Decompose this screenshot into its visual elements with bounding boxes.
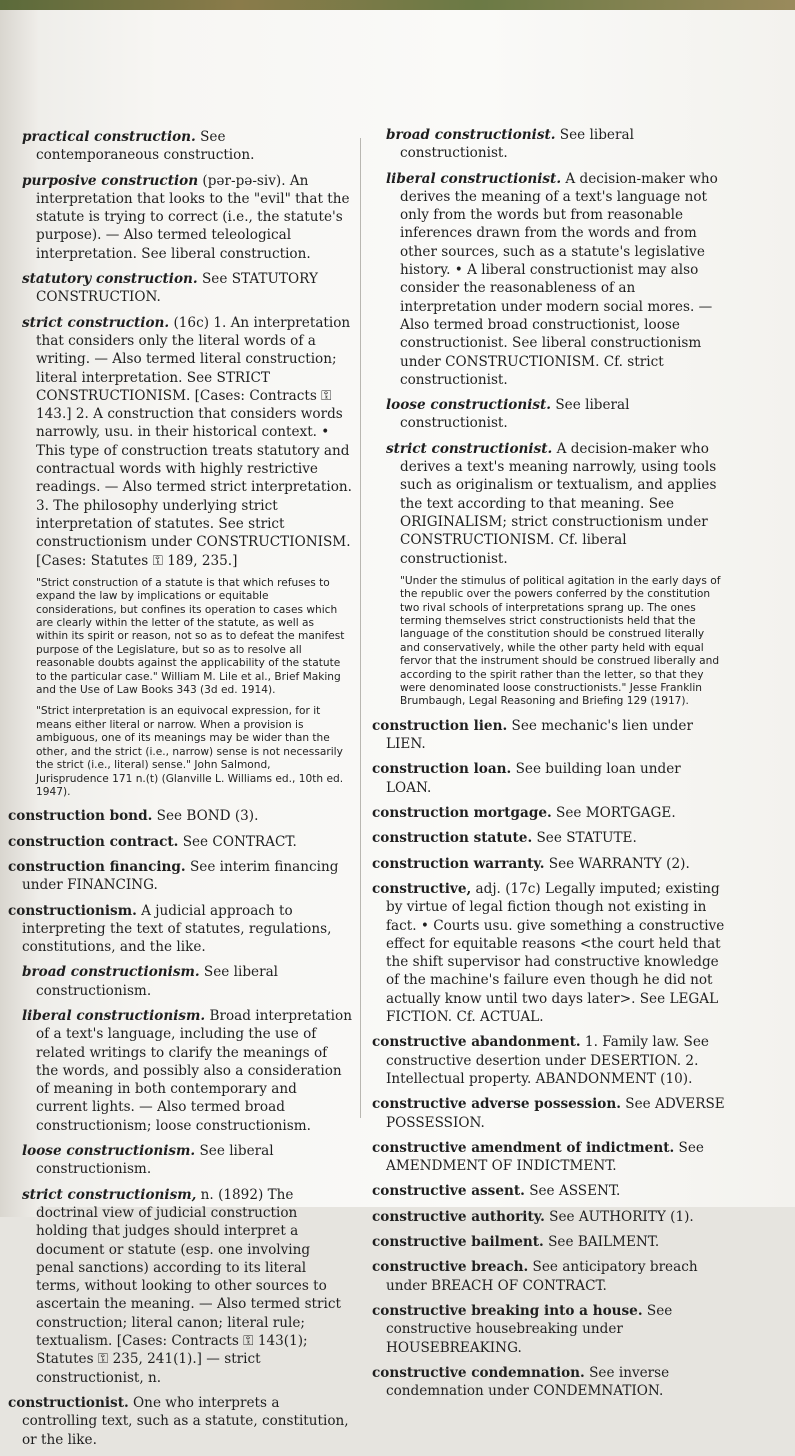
dictionary-entry	[372, 1139, 730, 1176]
dictionary-entry	[372, 1033, 730, 1088]
dictionary-entry	[8, 1394, 352, 1449]
entry-definition: See STATUTE.	[532, 830, 637, 847]
entry-definition: See liberal constructionism.	[36, 964, 279, 999]
entry-headword: practical construction.	[22, 129, 196, 145]
entry-headword: construction bond.	[8, 808, 153, 825]
dictionary-entry	[372, 1302, 730, 1357]
entry-definition: See AMENDMENT OF INDICTMENT.	[386, 1139, 704, 1175]
entry-headword: loose constructionist.	[386, 397, 552, 414]
entry-headword: constructive bailment.	[372, 1234, 544, 1251]
entry-definition: (16c) 1. An interpretation that considers only the literal words of a writing. — Also termed literal construction; literal interpretation. See STRICT CONSTRUCTIONISM. [Cases: Contracts ⚿ 143.] 2. A construction that considers words narrowly, usu. in their historical context. • This type of construction treats statutory and contractual words with highly restrictive readings. — Also termed strict interpretation. 3. The philosophy underlying strict interpretation of statutes. See strict constructionism under CONSTRUCTIONISM. [Cases: Statutes ⚿ 189, 235.]	[36, 314, 352, 569]
sub-entry	[386, 126, 730, 163]
entry-headword: constructive amendment of indictment.	[372, 1139, 675, 1156]
entry-headword: loose constructionism.	[22, 1143, 196, 1160]
entry-headword: constructionist.	[8, 1394, 129, 1411]
citation-quote: "Under the stimulus of political agitation in the early days of the republic over the powers conferred by the constitution two rival schools of interpretations sprang up. The ones terming themselves strict constructionists held that the language of the constitution should be construed literally and conservatively, while the other party held with equal fervor that the instrument should be construed liberally and according to the spirit rather than the letter, so that they were denominated loose constructionists." Jesse Franklin Brumbaugh, Legal Reasoning and Briefing 129 (1917).	[400, 574, 721, 708]
sub-entry	[386, 396, 730, 433]
entry-headword: constructive abandonment.	[372, 1034, 581, 1051]
entry-headword: liberal constructionism.	[22, 1008, 206, 1024]
entry-definition: (pər-pə-siv). An interpretation that looks to the "evil" that the statute is trying to correct (i.e., the statute's purpose). — Also termed teleological interpretation. See liberal construction.	[36, 172, 350, 262]
entry-headword: construction warranty.	[372, 855, 545, 872]
right-column	[372, 126, 730, 1407]
entry-definition: See CONTRACT.	[178, 833, 297, 850]
entry-definition: See AUTHORITY (1).	[544, 1208, 694, 1225]
sub-entry	[22, 1186, 352, 1387]
sub-entry	[22, 172, 352, 263]
entry-headword: statutory construction.	[22, 271, 198, 288]
column-divider	[360, 138, 361, 1118]
entry-definition: See ASSENT.	[524, 1183, 621, 1200]
entry-definition: See constructive housebreaking under HOUSEBREAKING.	[386, 1302, 673, 1356]
entry-definition: See inverse condemnation under CONDEMNATION.	[386, 1364, 670, 1400]
left-column	[8, 128, 352, 1456]
entry-definition: Broad interpretation of a text's language, including the use of related writings to clarify the meanings of the words, and possibly also a consideration of meaning in both contemporary and current lights. — Also termed broad constructionism; loose constructionism.	[36, 1008, 352, 1134]
entry-definition: A judicial approach to interpreting the text of statutes, regulations, constitutions, and the like.	[22, 902, 332, 956]
entry-definition: See STATUTORY CONSTRUCTION.	[36, 271, 318, 306]
entry-headword: strict constructionism,	[22, 1186, 197, 1203]
entry-headword: constructive breaking into a house.	[372, 1302, 643, 1319]
dictionary-entry	[372, 1182, 730, 1200]
sub-entry	[22, 1007, 352, 1135]
citation-quote: "Strict construction of a statute is that which refuses to expand the law by implications or equitable considerations, but confines its operation to cases which are clearly within the letter of the statute, as well as within its spirit or reason, not so as to defeat the manifest purpose of the Legislature, but so as to resolve all reasonable doubts against the applicability of the statute to the particular case." William M. Lile et al., Brief Making and the Use of Law Books 343 (3d ed. 1914).	[36, 576, 345, 697]
dictionary-entry	[372, 1233, 730, 1251]
entry-definition: n. (1892) The doctrinal view of judicial construction holding that judges should interpret a document or statute (esp. one involving penal sanctions) according to its literal terms, without looking to other sources to ascertain the meaning. — Also termed strict construction; literal canon; literal rule; textualism. [Cases: Contracts ⚿ 143(1); Statutes ⚿ 235, 241(1).] — strict constructionist, n.	[36, 1186, 341, 1386]
entry-headword: constructive authority.	[372, 1208, 545, 1225]
entry-headword: constructive assent.	[372, 1183, 525, 1200]
dictionary-page	[0, 10, 795, 1448]
dictionary-entry	[372, 1208, 730, 1226]
entry-definition: See liberal constructionist.	[400, 127, 634, 162]
entry-definition: See ADVERSE POSSESSION.	[386, 1096, 725, 1131]
entry-definition: See mechanic's lien under LIEN.	[386, 717, 693, 753]
entry-definition: See WARRANTY (2).	[544, 855, 690, 872]
book-edge	[0, 0, 795, 10]
sub-entry	[22, 1142, 352, 1179]
entry-definition: See liberal constructionism.	[36, 1143, 274, 1178]
dictionary-entry	[8, 807, 352, 825]
dictionary-entry	[8, 833, 352, 851]
dictionary-entry	[372, 717, 730, 754]
entry-definition: 1. Family law. See constructive desertion under DESERTION. 2. Intellectual property. ABANDONMENT (10).	[386, 1034, 709, 1087]
entry-headword: construction statute.	[372, 830, 533, 847]
entry-headword: construction loan.	[372, 761, 512, 778]
entry-headword: strict constructionist.	[386, 440, 553, 457]
entry-definition: See BAILMENT.	[543, 1234, 660, 1251]
sub-entry	[22, 963, 352, 1000]
entry-definition: See building loan under LOAN.	[386, 761, 681, 796]
dictionary-entry	[372, 880, 730, 1026]
entry-headword: strict construction.	[22, 314, 170, 331]
entry-definition: See MORTGAGE.	[551, 805, 676, 822]
entry-definition: One who interprets a controlling text, such as a statute, constitution, or the like.	[22, 1394, 349, 1448]
entry-headword: constructive,	[372, 880, 472, 897]
entry-definition: See interim financing under FINANCING.	[22, 858, 339, 894]
entry-headword: construction lien.	[372, 717, 508, 734]
dictionary-entry	[8, 902, 352, 957]
entry-definition: A decision-maker who derives a text's meaning narrowly, using tools such as originalism or textualism, and applies the text according to that meaning. See ORIGINALISM; strict constructionism under CONSTRUCTIONISM. Cf. liberal constructionist.	[400, 440, 717, 567]
sub-entry	[22, 270, 352, 307]
entry-headword: construction contract.	[8, 833, 179, 850]
sub-entry	[386, 440, 730, 568]
dictionary-entry	[8, 858, 352, 895]
entry-headword: purposive construction	[22, 172, 199, 189]
sub-entry	[22, 314, 352, 570]
dictionary-entry	[372, 1095, 730, 1132]
dictionary-entry	[372, 760, 730, 797]
entry-definition: A decision-maker who derives the meaning of a text's language not only from the words but from reasonable inferences drawn from the words and from other sources, such as a statute's legislative history. • A liberal constructionist may also consider the reasonableness of an interpretation under modern social mores. — Also termed broad constructionist, loose constructionist. See liberal constructionism under CONSTRUCTIONISM. Cf. strict constructionist.	[400, 170, 718, 388]
entry-headword: broad constructionist.	[386, 127, 556, 143]
dictionary-entry	[372, 1364, 730, 1401]
entry-headword: constructive breach.	[372, 1259, 529, 1276]
entry-headword: constructive condemnation.	[372, 1364, 585, 1381]
dictionary-entry	[372, 804, 730, 822]
entry-definition: See BOND (3).	[152, 808, 259, 825]
entry-definition: See contemporaneous construction.	[36, 129, 255, 164]
entry-headword: construction mortgage.	[372, 805, 552, 822]
entry-definition: adj. (17c) Legally imputed; existing by virtue of legal fiction though not existing in fact. • Courts usu. give something a constructive effect for equitable reasons <the court held that the shift supervisor had constructive knowledge of the machine's failure even though he did not actually know until two days later>. See LEGAL FICTION. Cf. ACTUAL.	[386, 880, 725, 1026]
dictionary-entry	[372, 1258, 730, 1295]
entry-headword: broad constructionism.	[22, 964, 200, 981]
entry-headword: constructionism.	[8, 902, 137, 919]
entry-headword: construction financing.	[8, 858, 186, 875]
entry-definition: See anticipatory breach under BREACH OF CONTRACT.	[386, 1259, 698, 1294]
entry-headword: liberal constructionist.	[386, 170, 562, 187]
dictionary-entry	[372, 829, 730, 847]
entry-headword: constructive adverse possession.	[372, 1096, 621, 1113]
sub-entry	[22, 128, 352, 165]
dictionary-entry	[372, 855, 730, 873]
sub-entry	[386, 170, 730, 390]
citation-quote: "Strict interpretation is an equivocal expression, for it means either literal or narrow. When a provision is ambiguous, one of its meanings may be wider than the other, and the strict (i.e., narrow) sense is not necessarily the strict (i.e., literal) sense." John Salmond, Jurisprudence 171 n.(t) (Glanville L. Williams ed., 10th ed. 1947).	[36, 705, 344, 798]
entry-definition: See liberal constructionist.	[400, 397, 630, 432]
